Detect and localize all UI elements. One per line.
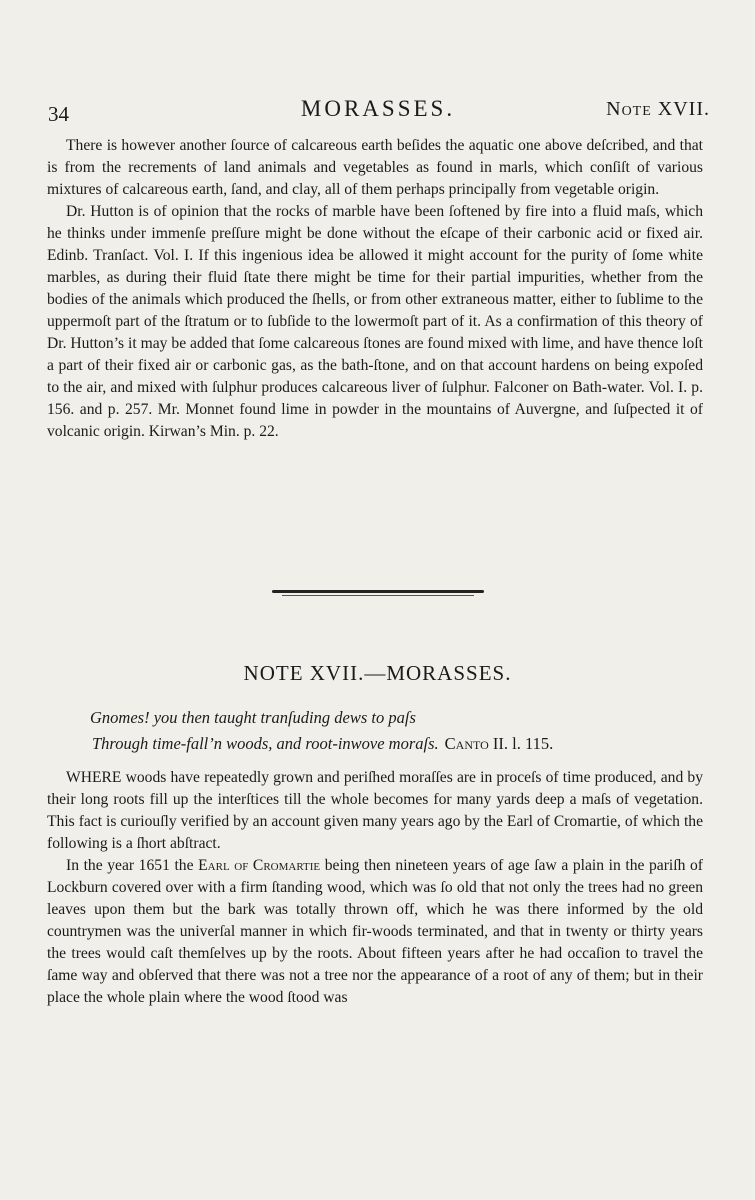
note-heading: NOTE XVII.—MORASSES. (243, 661, 512, 685)
epigraph-text: Through time-fall’n woods, and root-inwove moraſs. (92, 734, 439, 753)
earl-name: Earl of Cromartie (198, 857, 321, 874)
section-divider (272, 588, 484, 598)
epigraph-text: Gnomes! you then taught tranſuding dews to paſs (90, 708, 416, 727)
page-header (46, 96, 710, 126)
paragraph (47, 855, 703, 1009)
running-title: MORASSES. (300, 96, 456, 121)
epigraph-line-2 (92, 734, 712, 754)
paragraph: There is however another ſource of calcareous earth beſides the aquatic one above deſcribed, and that is from the recrements of land animals and vegetables as found in marls, which conſiſt of various mixtures of calcareous earth, ſand, and clay, all of them perhaps principally from vegetable origin. (47, 137, 703, 198)
paragraph: Dr. Hutton is of opinion that the rocks of marble have been ſoftened by fire into a fluid maſs, which he thinks under immenſe preſſure might be done without the eſcape of their carbonic acid or fixed air. Edinb. Tranſact. Vol. I. If this ingenious idea be allowed it might account for the purity of ſome white marbles, as during their fluid ſtate there might be time for their partial impurities, whether from the bodies of the animals which produced the ſhells, or from other extraneous matter, either to ſublime to the uppermoſt part of the ſtratum or to ſubſide to the lowermoſt part of it. As a confirmation of this theory of Dr. Hutton’s it may be added that ſome calcareous ſtones are found mixed with lime, and have thence loſt a part of their fixed air or carbonic gas, as the bath-ſtone, and on that account hardens on being expoſed to the air, and mixed with ſulphur produces calcareous liver of ſulphur. Falconer on Bath-water. Vol. I. p. 156. and p. 257. Mr. Monnet found lime in powder in the mountains of Auvergne, and ſuſpected it of volcanic origin. Kirwan’s Min. p. 22. (47, 203, 703, 440)
text-run: being then nineteen years of age ſaw a plain in the pariſh of Lockburn covered over with a firm ſtanding wood, which was ſo old that not only the trees had no green leaves upon them but the bark was totally thrown off, which he was there informed by the old countrymen was the univerſal manner in which fir-woods terminated, and that in twenty or thirty years the trees would caſt themſelves up by the roots. About fifteen years after he had occaſion to travel the ſame way and obſerved that there was not a tree nor the appearance of a root of any of them; but in their place the whole plain where the wood ſtood was (47, 857, 703, 1006)
canto-reference (445, 734, 554, 753)
canto-word: Canto (444, 734, 489, 753)
note-reference (606, 98, 710, 121)
canto-number: II. l. 115. (492, 734, 554, 753)
epigraph-line-1 (90, 708, 710, 728)
continuation-text (47, 135, 703, 443)
note-body (47, 767, 703, 1009)
text-run: In the year 1651 the (66, 857, 194, 874)
page-number: 34 (48, 102, 69, 126)
note-reference-text: Note XVII. (606, 98, 710, 120)
paragraph: WHERE woods have repeatedly grown and periſhed moraſſes are in proceſs of time produced, and by their long roots fill up the interſtices till the whole becomes for many yards deep a maſs of vegetation. This fact is curiouſly verified by an account given many years ago by the Earl of Cromartie, of which the following is a ſhort abſtract. (47, 769, 703, 852)
